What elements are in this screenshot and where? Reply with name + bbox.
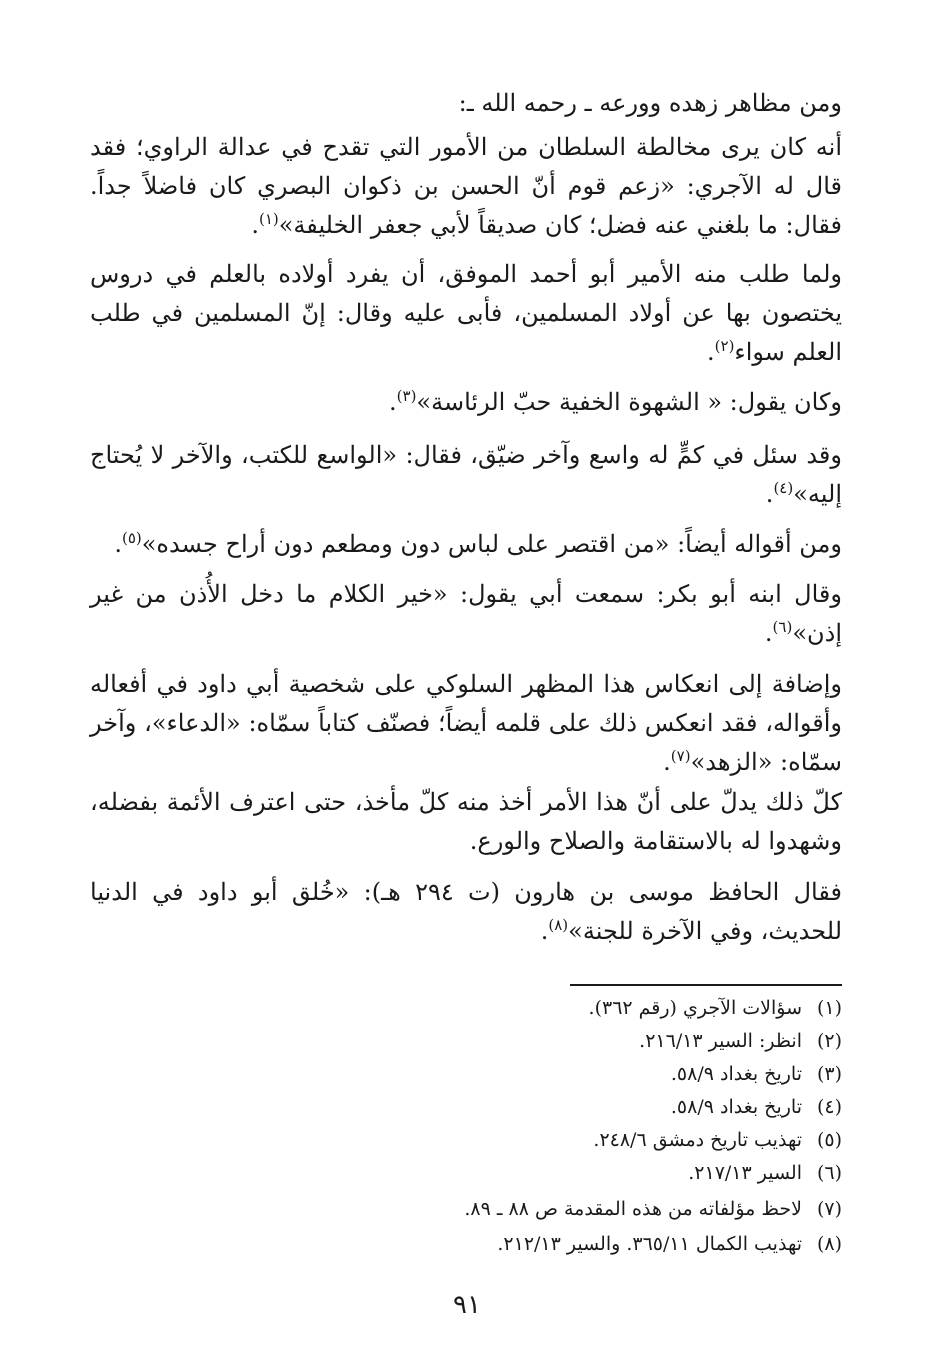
footnote-text: انظر: السير ٢١٦/١٣. [639,1030,802,1052]
footnote-ref: (٢) [714,337,735,355]
paragraph-2 [90,255,842,372]
footnote-number: (٤) [816,1096,842,1118]
paragraph-text: كلّ ذلك يدلّ على أنّ هذا الأمر أخذ منه كلّ مأخذ، حتى اعترف الأئمة بفضله، وشهدوا له بالاستقامة والصلاح والورع. [90,788,842,855]
section-heading: ومن مظاهر زهده وورعه ـ رحمه الله ـ: [458,89,842,117]
footnote-7 [464,1196,842,1222]
footnote-ref: (٨) [548,916,569,934]
paragraph-end: . [707,338,715,366]
footnote-1 [589,995,842,1021]
paragraph-end: . [663,748,671,776]
paragraph-end: . [251,211,259,239]
paragraph-text: ومن أقواله أيضاً: «من اقتصر على لباس دون ومطعم دون أراح جسده» [141,530,842,558]
paragraph-6 [90,575,842,653]
paragraph-8 [90,783,842,861]
footnote-number: (٧) [816,1198,842,1220]
paragraph-7 [90,665,842,782]
paragraph-text: وقد سئل في كمٍّ له واسع وآخر ضيّق، فقال: «الواسع للكتب، والآخر لا يُحتاج إليه» [90,441,842,508]
paragraph-text: أنه كان يرى مخالطة السلطان من الأمور التي تقدح في عدالة الراوي؛ فقد قال له الآجري: «زعم قوم أنّ الحسن بن ذكوان البصري كان فاضلاً جداً. فقال: ما بلغني عنه فضل؛ كان صديقاً لأبي جعفر الخليفة» [90,133,842,239]
paragraph-3 [90,383,842,422]
paragraph-text: وكان يقول: « الشهوة الخفية حبّ الرئاسة» [416,388,842,416]
paragraph-end: . [764,619,773,647]
footnote-4 [671,1094,842,1120]
footnote-ref: (٧) [670,747,691,765]
footnote-text: سؤالات الآجري (رقم ٣٦٢). [588,997,802,1019]
page-number: ٩١ [453,1290,481,1320]
paragraph-5 [90,525,842,564]
footnote-text: تهذيب الكمال ٣٦٥/١١. والسير ٢١٢/١٣. [497,1233,802,1255]
footnote-6 [688,1160,842,1186]
footnote-text: تهذيب تاريخ دمشق ٢٤٨/٦. [593,1129,802,1151]
footnote-number: (١) [816,997,842,1019]
paragraph-text: وإضافة إلى انعكاس هذا المظهر السلوكي على شخصية أبي داود في أفعاله وأقواله، فقد انعكس ذلك على قلمه أيضاً؛ فصنّف كتاباً سمّاه: «الدعاء»، وآخر سمّاه: «الزهد» [90,670,842,776]
footnote-separator [570,984,842,986]
footnote-text: تاريخ بغداد ٥٨/٩. [670,1063,802,1085]
footnote-2 [639,1028,842,1054]
footnote-ref: (١) [258,210,279,228]
paragraph-end: . [389,388,397,416]
footnote-text: السير ٢١٧/١٣. [688,1162,802,1184]
footnote-3 [671,1061,842,1087]
footnote-text: تاريخ بغداد ٥٨/٩. [670,1096,802,1118]
footnote-ref: (٣) [396,387,417,405]
footnote-ref: (٥) [121,529,142,547]
footnote-number: (٢) [816,1030,842,1052]
footnote-ref: (٦) [772,618,793,636]
footnote-number: (٨) [816,1233,842,1255]
footnote-8 [497,1231,842,1257]
footnote-5 [593,1127,842,1153]
footnote-number: (٥) [816,1129,842,1151]
footnote-text: لاحظ مؤلفاته من هذه المقدمة ص ٨٨ ـ ٨٩. [464,1198,802,1220]
footnote-number: (٦) [816,1162,842,1184]
paragraph-text: فقال الحافظ موسى بن هارون (ت ٢٩٤ هـ): «خُلق أبو داود في الدنيا للحديث، وفي الآخرة للجنة» [90,878,842,945]
footnote-ref: (٤) [773,479,794,497]
paragraph-end: . [540,917,549,945]
paragraph-end: . [114,530,122,558]
paragraph-end: . [765,480,774,508]
paragraph-4 [90,436,842,514]
footnote-number: (٣) [816,1063,842,1085]
paragraph-9 [90,873,842,951]
paragraph-text: ولما طلب منه الأمير أبو أحمد الموفق، أن يفرد أولاده بالعلم في دروس يختصون بها عن أولاد المسلمين، فأبى عليه وقال: إنّ المسلمين في طلب العلم سواء [90,260,842,366]
paragraph-1 [90,128,842,245]
paragraph-text: وقال ابنه أبو بكر: سمعت أبي يقول: «خير الكلام ما دخل الأُذن من غير إذن» [90,580,842,647]
